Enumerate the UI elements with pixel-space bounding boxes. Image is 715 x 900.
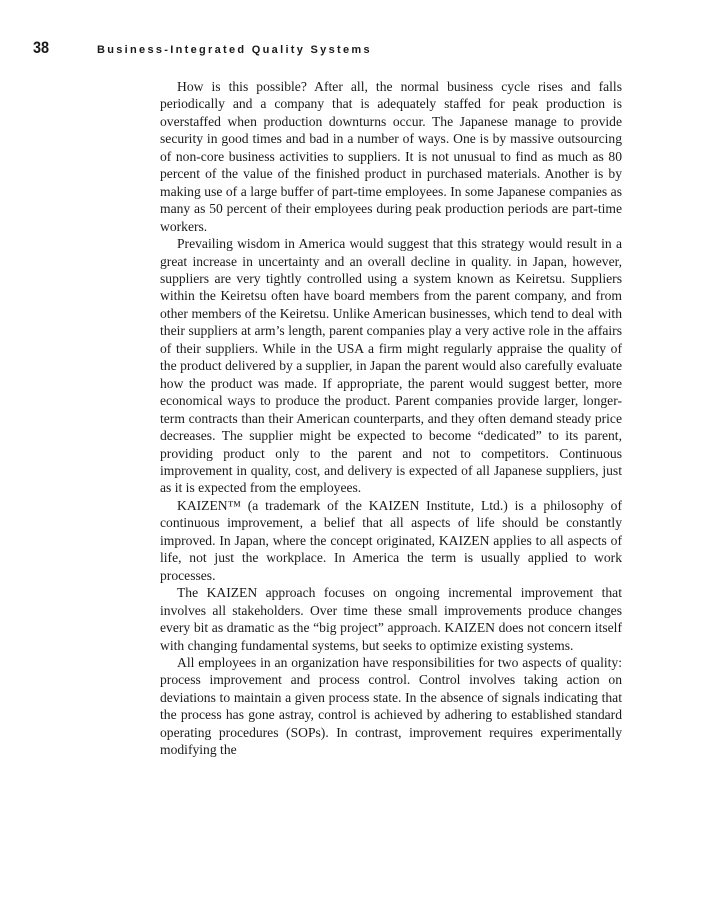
page-header [33,38,372,58]
page-number: 38 [33,38,50,57]
paragraph: How is this possible? After all, the normal business cycle rises and falls periodically and a company that is adequately staffed for peak production is overstaffed when production downturns occur. The Japanese manage to provide security in good times and bad in a number of ways. One is by massive outsourcing of non-core business activities to suppliers. It is not unusual to find as much as 80 percent of the value of the finished product in purchased materials. Another is by making use of a large buffer of part-time employees. In some Japanese companies as many as 50 percent of their employees during peak production periods are part-time workers. [160,79,622,234]
paragraph: Prevailing wisdom in America would suggest that this strategy would result in a great increase in uncertainty and an overall decline in quality. in Japan, however, suppliers are very tightly controlled using a system known as Keiretsu. Suppliers within the Keiretsu often have board members from the parent company, and from other members of the Keiretsu. Unlike American businesses, which tend to deal with their suppliers at arm’s length, parent companies play a very active role in the affairs of their suppliers. While in the USA a firm might regularly appraise the quality of the product delivered by a supplier, in Japan the parent would also carefully evaluate how the product was made. If appropriate, the parent would suggest better, more economical ways to produce the product. Parent companies provide larger, longer-term contracts than their American counterparts, and they often demand steady price decreases. The supplier might be expected to become “dedicated” to its parent, providing product only to the parent and not to competitors. Continuous improvement in quality, cost, and delivery is expected of all Japanese suppliers, just as it is expected from the employees. [160,236,622,496]
running-title: Business-Integrated Quality Systems [97,44,372,56]
paragraph: All employees in an organization have responsibilities for two aspects of quality: process improvement and process control. Control involves taking action on deviations to maintain a given process state. In the absence of signals indicating that the process has gone astray, control is achieved by adhering to established standard operating procedures (SOPs). In contrast, improvement requires experimentally modifying the [160,654,622,758]
paragraph: The KAIZEN approach focuses on ongoing incremental improvement that involves all stakeholders. Over time these small improvements produce changes every bit as dramatic as the “big project” approach. KAIZEN does not concern itself with changing fundamental systems, but seeks to optimize existing systems. [160,585,622,653]
body-text [160,78,622,759]
paragraph: KAIZEN™ (a trademark of the KAIZEN Institute, Ltd.) is a philosophy of continuous improvement, a belief that all aspects of life should be constantly improved. In Japan, where the concept originated, KAIZEN applies to all aspects of life, not just the workplace. In America the term is usually applied to work processes. [160,497,622,583]
